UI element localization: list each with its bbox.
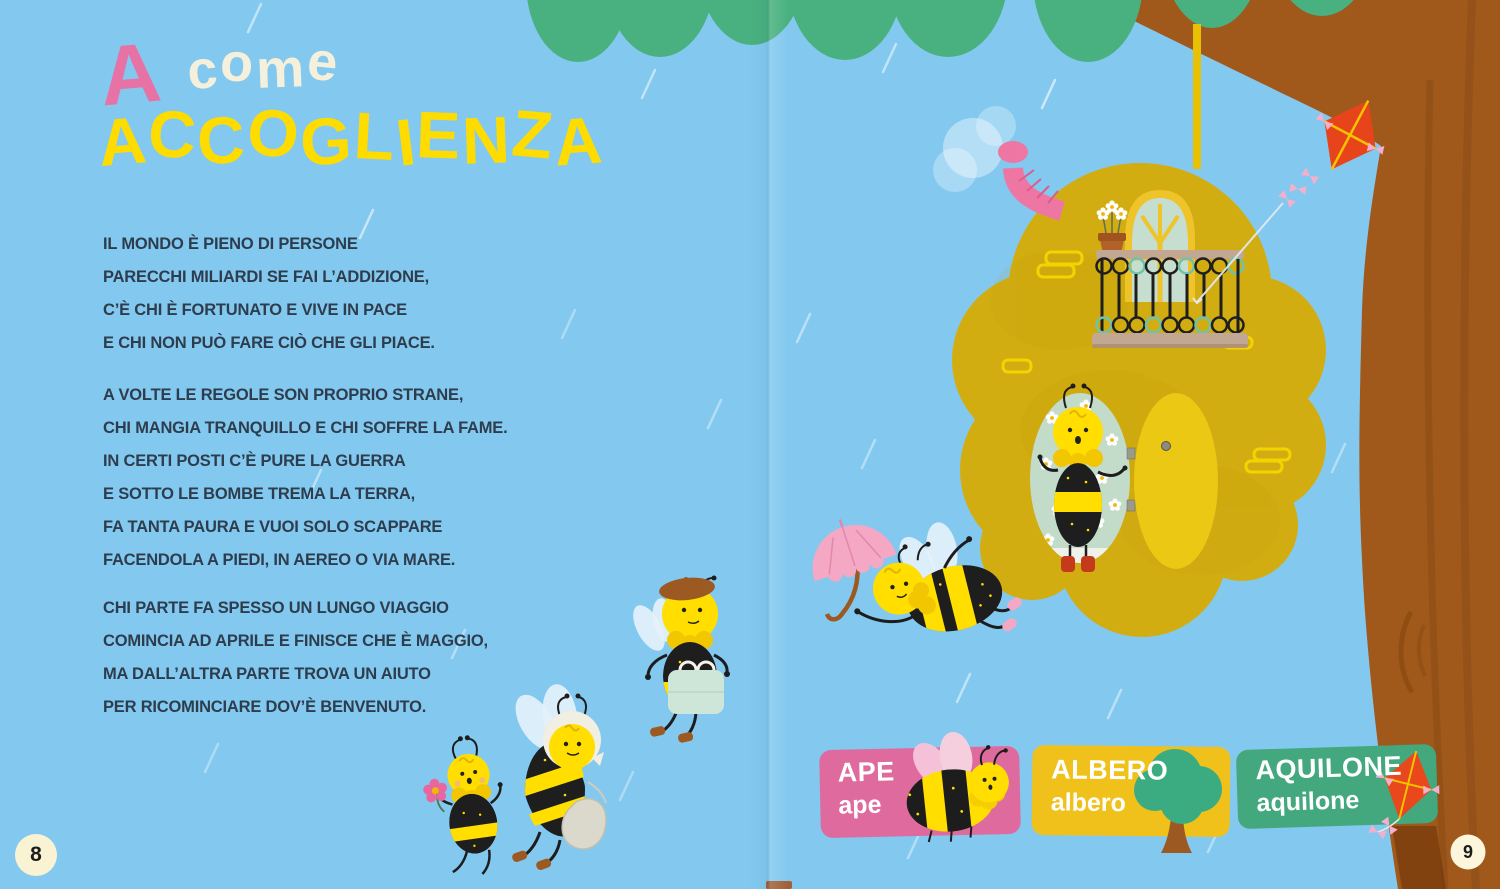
poem-line: E SOTTO LE BOMBE TREMA LA TERRA,	[103, 485, 415, 503]
card-label-aquilone	[1255, 750, 1403, 818]
poem-line: IL MONDO È PIENO DI PERSONE	[103, 235, 358, 253]
page-number-left: 8	[30, 843, 42, 866]
page-number-right: 9	[1462, 842, 1473, 862]
page-gutter	[748, 0, 788, 889]
poem-line: FA TANTA PAURA E VUOI SOLO SCAPPARE	[103, 518, 443, 536]
poem-line: IN CERTI POSTI C’È PURE LA GUERRA	[103, 452, 406, 470]
poem-stanza-1	[103, 228, 583, 360]
poem-line: PARECCHI MILIARDI SE FAI L’ADDIZIONE,	[103, 268, 429, 286]
poem-line: CHI MANGIA TRANQUILLO E CHI SOFFRE LA FAME.	[103, 419, 508, 437]
beehive	[952, 141, 1326, 637]
card-label-albero	[1051, 756, 1169, 816]
poem-line: MA DALL’ALTRA PARTE TROVA UN AIUTO	[103, 665, 431, 683]
card-word-lowercase: albero	[1050, 788, 1127, 818]
bee-with-suitcase	[627, 575, 730, 743]
card-label-ape	[837, 758, 895, 818]
chapter-connector: come	[184, 30, 344, 102]
poem-stanza-2	[103, 379, 583, 577]
chapter-word: ACCOGLIENZA	[95, 93, 607, 181]
card-word-uppercase: APE	[837, 756, 895, 788]
chapter-letter: A	[95, 24, 165, 124]
poem-line: C’È CHI È FORTUNATO E VIVE IN PACE	[103, 301, 407, 319]
card-word-uppercase: AQUILONE	[1255, 750, 1403, 786]
card-word-uppercase: ALBERO	[1051, 754, 1169, 786]
hive-string	[1193, 24, 1201, 169]
flower	[422, 777, 450, 814]
chimney	[998, 141, 1062, 211]
poem-line: E CHI NON PUÒ FARE CIÒ CHE GLI PIACE.	[103, 334, 435, 352]
small-bee-with-flower	[416, 731, 514, 880]
poem-line: PER RICOMINCIARE DOV’È BENVENUTO.	[103, 698, 427, 716]
card-word-lowercase: aquilone	[1256, 786, 1360, 818]
poem-stanza-3	[103, 592, 583, 724]
poem-line: A VOLTE LE REGOLE SON PROPRIO STRANE,	[103, 386, 464, 404]
door-knob	[1162, 442, 1171, 451]
poem-line: CHI PARTE FA SPESSO UN LUNGO VIAGGIO	[103, 599, 449, 617]
card-word-lowercase: ape	[838, 790, 882, 820]
poem-line: COMINCIA AD APRILE E FINISCE CHE È MAGGIO,	[103, 632, 488, 650]
hive-door	[1134, 393, 1218, 569]
poem-line: FACENDOLA A PIEDI, IN AEREO O VIA MARE.	[103, 551, 456, 569]
